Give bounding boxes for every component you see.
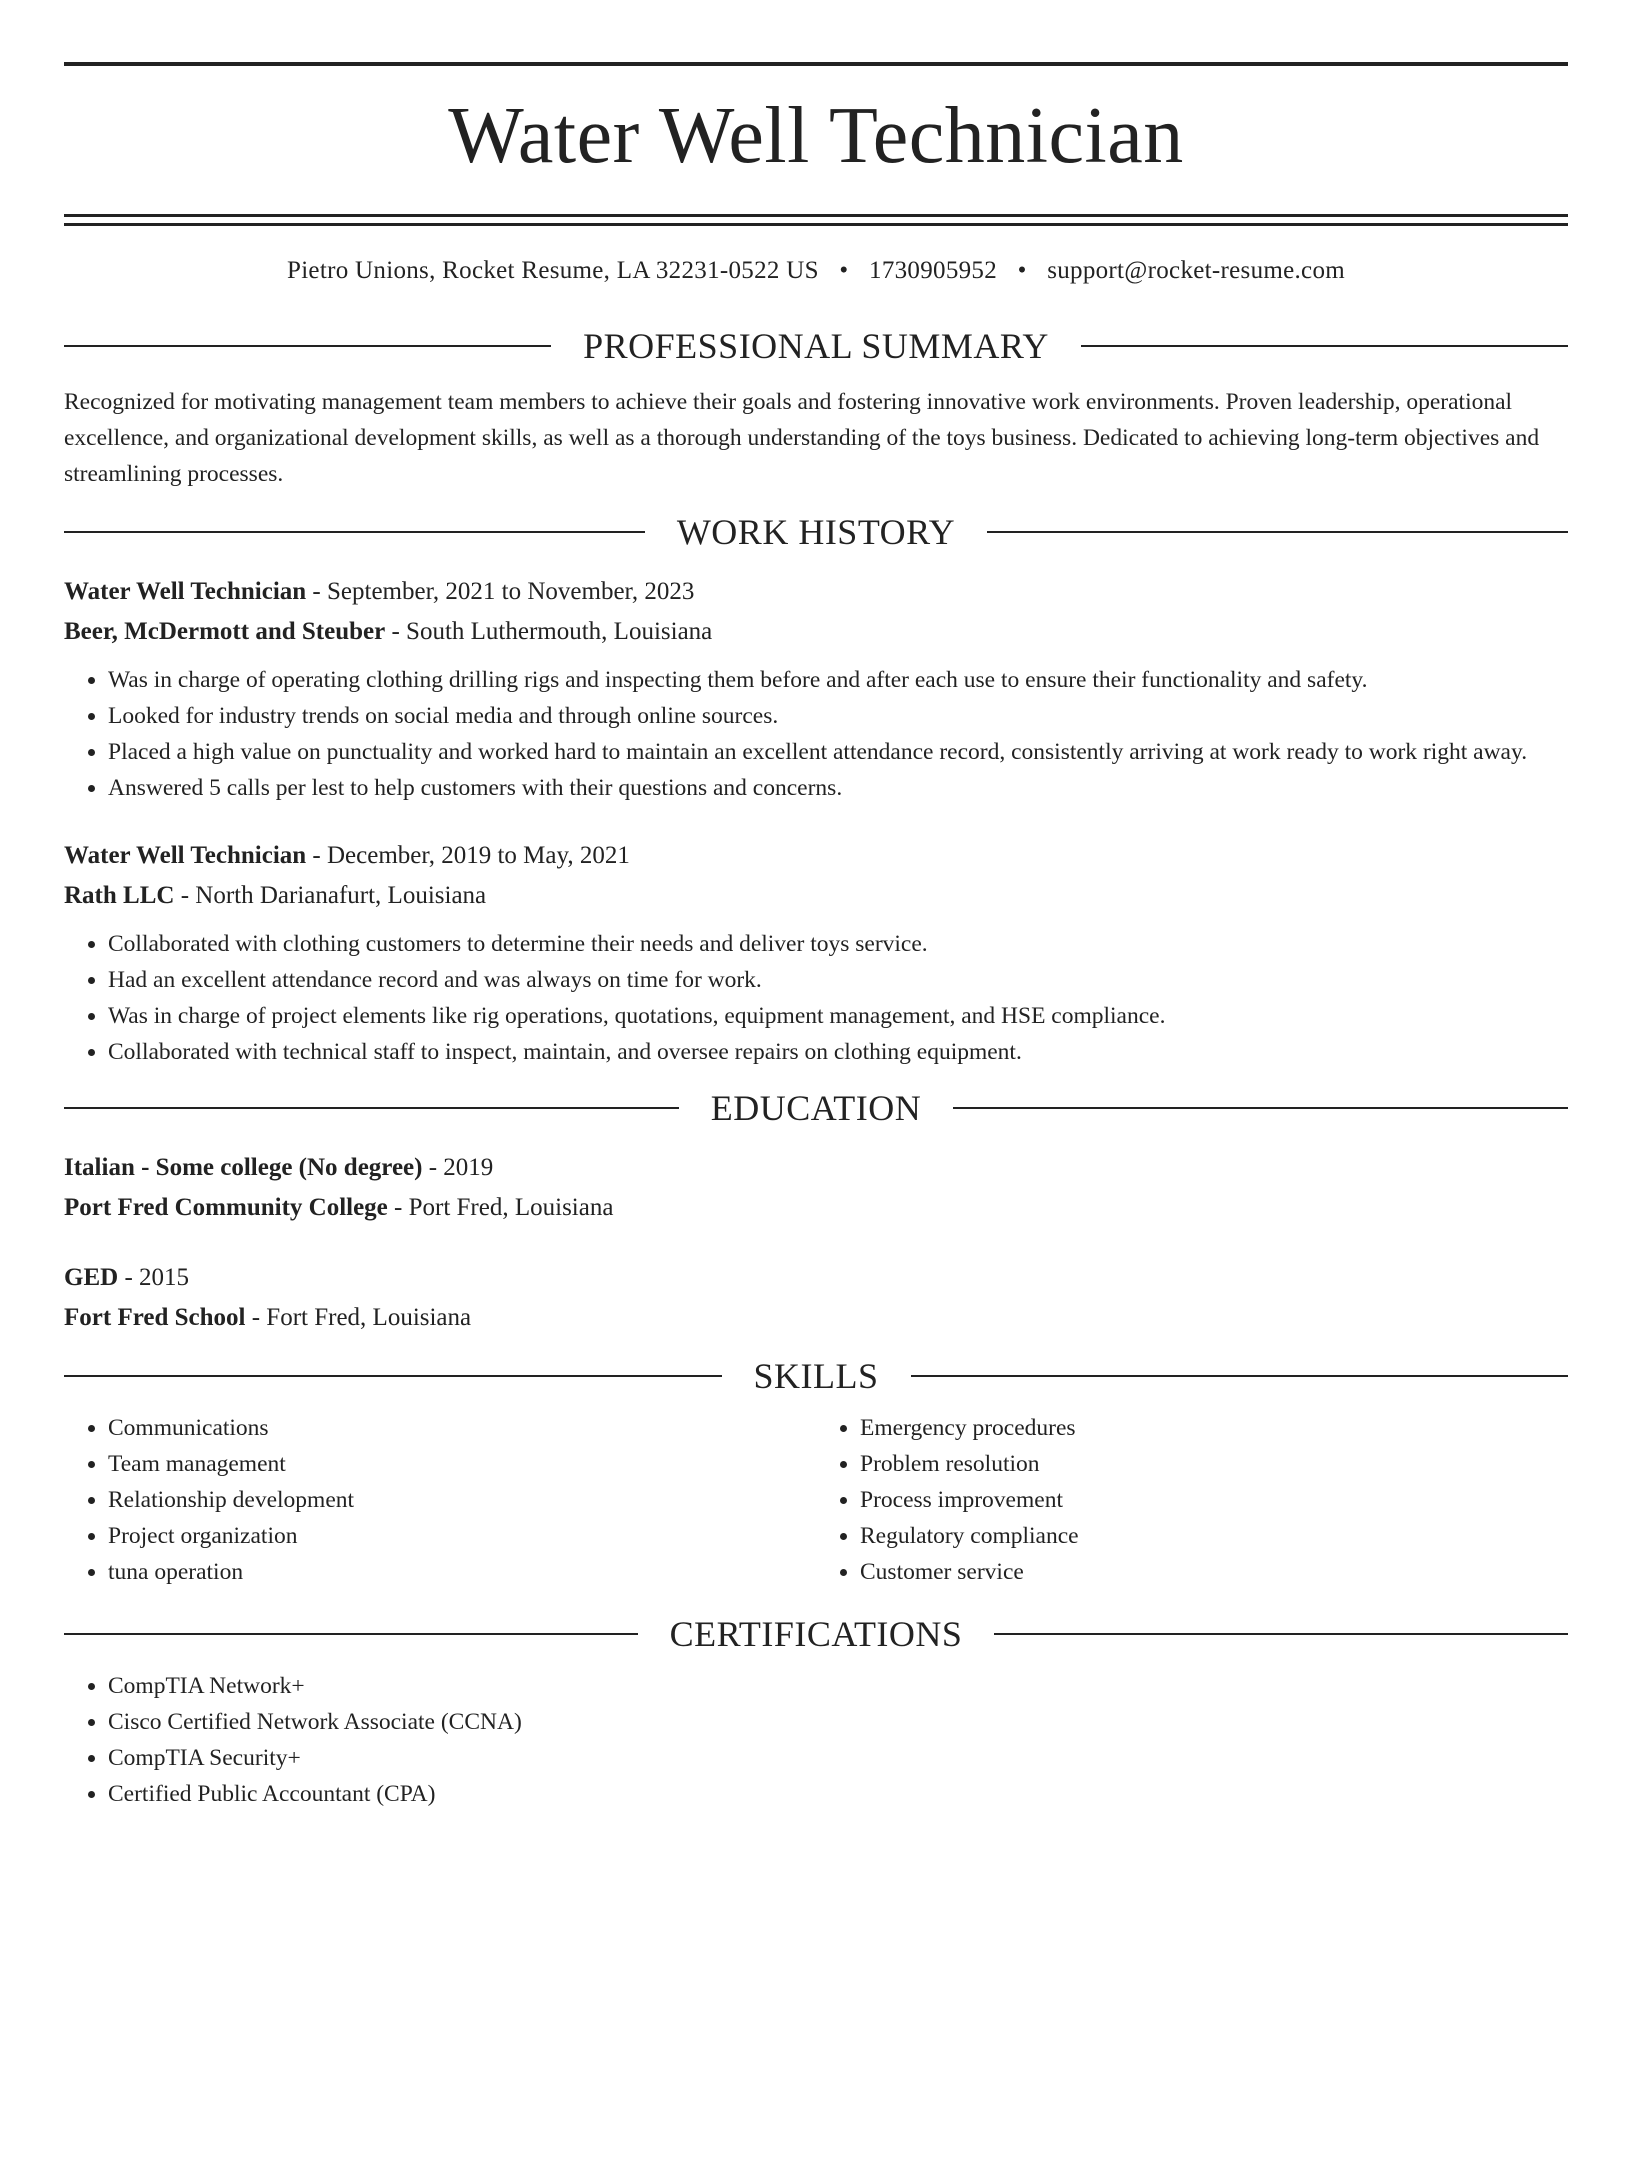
skill-item: • Customer service [860, 1554, 1568, 1590]
job-bullet: • Had an excellent attendance record and was always on time for work. [108, 962, 1568, 998]
job-bullet: • Collaborated with technical staff to inspect, maintain, and oversee repairs on clothing equipment. [108, 1034, 1568, 1070]
skill-item: • Relationship development [108, 1482, 816, 1518]
skill-item: • Team management [108, 1446, 816, 1482]
skills-heading-label: SKILLS [753, 1356, 879, 1396]
job-bullet: • Was in charge of project elements like rig operations, quotations, equipment management, and HSE compliance. [108, 998, 1568, 1034]
job-bullets [64, 662, 1568, 806]
education-location: - Port Fred, Louisiana [387, 1194, 614, 1221]
job-bullet: • Collaborated with clothing customers to determine their needs and deliver toys service. [108, 926, 1568, 962]
education-degree: GED [64, 1264, 119, 1291]
heading-rule-left [64, 531, 645, 533]
education-school-line [64, 1188, 1568, 1228]
contact-separator: • [839, 257, 849, 284]
heading-rule-left [64, 1375, 722, 1377]
job-company: Beer, McDermott and Steuber [64, 618, 386, 645]
skill-item: • Problem resolution [860, 1446, 1568, 1482]
education-degree: Italian - Some college (No degree) [64, 1154, 423, 1181]
contact-address: Pietro Unions, Rocket Resume, LA 32231-0522 US [286, 257, 819, 284]
education-school-line [64, 1298, 1568, 1338]
contact-email: support@rocket-resume.com [1047, 257, 1345, 284]
heading-rule-right [994, 1633, 1568, 1635]
job-title-line [64, 836, 1568, 876]
work-history-heading-label: WORK HISTORY [676, 512, 956, 552]
job-bullet: • Answered 5 calls per lest to help customers with their questions and concerns. [108, 770, 1568, 806]
job-bullet: • Looked for industry trends on social media and through online sources. [108, 698, 1568, 734]
job-company-line [64, 876, 1568, 916]
job-entry [64, 836, 1568, 1070]
education-school: Port Fred Community College [64, 1194, 388, 1221]
certification-item: • Certified Public Accountant (CPA) [108, 1776, 1568, 1812]
skill-item: • Project organization [108, 1518, 816, 1554]
education-year: - 2019 [422, 1154, 494, 1181]
heading-rule-right [987, 531, 1568, 533]
resume-title: Water Well Technician [448, 92, 1184, 180]
job-title: Water Well Technician [64, 842, 307, 869]
summary-text: Recognized for motivating management team members to achieve their goals and fostering innovative work environments. Proven leadership, operational excellence, and organizational development skills, as well as a thorough understanding of the toys business. Dedicated to achieving long-term objectives and streamlining processes. [64, 389, 1540, 487]
job-company: Rath LLC [64, 882, 175, 909]
skill-item: • tuna operation [108, 1554, 816, 1590]
top-rule [64, 62, 1568, 66]
certifications-list [64, 1668, 1568, 1812]
heading-rule-left [64, 1107, 679, 1109]
heading-rule-left [64, 1633, 638, 1635]
skill-item: • Communications [108, 1410, 816, 1446]
education-location: - Fort Fred, Louisiana [245, 1304, 472, 1331]
job-bullets [64, 926, 1568, 1070]
skills-column-left [64, 1410, 816, 1590]
skills-section-heading [64, 1352, 1568, 1400]
contact-phone: 1730905952 [869, 257, 998, 284]
contact-line [64, 254, 1568, 288]
job-title: Water Well Technician [64, 578, 307, 605]
work-history-section-heading [64, 508, 1568, 556]
contact-separator: • [1017, 257, 1027, 284]
job-location: - South Luthermouth, Louisiana [385, 618, 713, 645]
skills-grid [64, 1410, 1568, 1590]
skills-column-right [816, 1410, 1568, 1590]
job-bullet: • Placed a high value on punctuality and worked hard to maintain an excellent attendance record, consistently arriving at work ready to work right away. [108, 734, 1568, 770]
heading-rule-right [953, 1107, 1568, 1109]
certification-item: • CompTIA Network+ [108, 1668, 1568, 1704]
education-entry [64, 1148, 1568, 1228]
certifications-section-heading [64, 1610, 1568, 1658]
summary-section-heading [64, 322, 1568, 370]
job-title-line [64, 572, 1568, 612]
education-degree-line [64, 1258, 1568, 1298]
skill-item: • Emergency procedures [860, 1410, 1568, 1446]
job-dates: - September, 2021 to November, 2023 [306, 578, 695, 605]
education-entry [64, 1258, 1568, 1338]
job-company-line [64, 612, 1568, 652]
education-section-heading [64, 1084, 1568, 1132]
certifications-heading-label: CERTIFICATIONS [669, 1614, 963, 1654]
education-heading-label: EDUCATION [710, 1088, 922, 1128]
certification-item: • Cisco Certified Network Associate (CCNA) [108, 1704, 1568, 1740]
job-bullet: • Was in charge of operating clothing drilling rigs and inspecting them before and after each use to ensure their functionality and safety. [108, 662, 1568, 698]
certification-item: • CompTIA Security+ [108, 1740, 1568, 1776]
title-double-rule [64, 214, 1568, 226]
education-year: - 2015 [118, 1264, 190, 1291]
skill-item: • Regulatory compliance [860, 1518, 1568, 1554]
job-entry [64, 572, 1568, 806]
skill-item: • Process improvement [860, 1482, 1568, 1518]
heading-rule-left [64, 345, 551, 347]
education-school: Fort Fred School [64, 1304, 246, 1331]
heading-rule-right [1081, 345, 1568, 347]
resume-page [0, 62, 1632, 2174]
heading-rule-right [911, 1375, 1569, 1377]
job-dates: - December, 2019 to May, 2021 [306, 842, 630, 869]
job-location: - North Darianafurt, Louisiana [174, 882, 487, 909]
summary-heading-label: PROFESSIONAL SUMMARY [583, 326, 1049, 366]
education-degree-line [64, 1148, 1568, 1188]
